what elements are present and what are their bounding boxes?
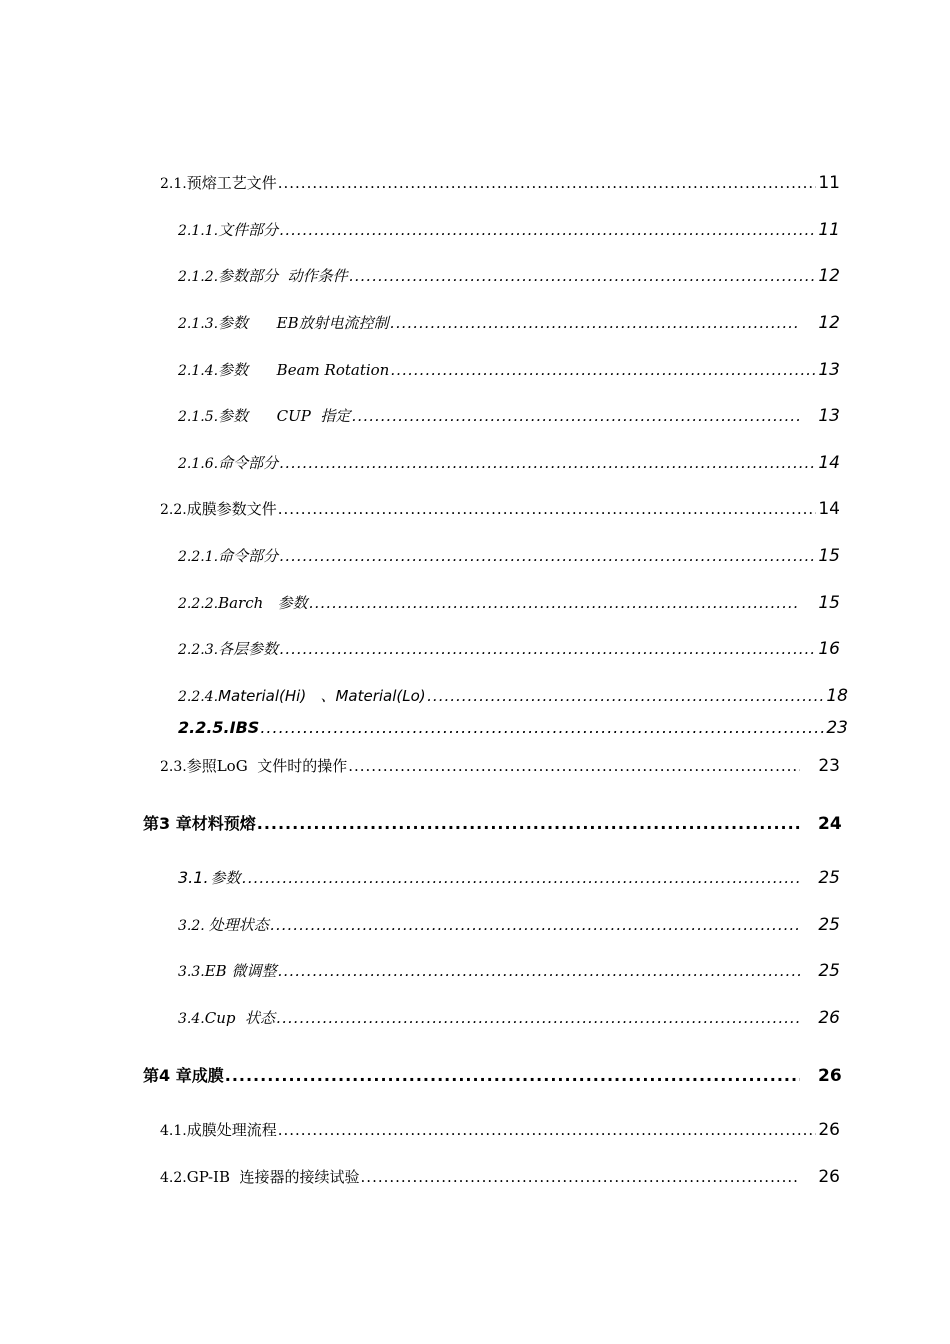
toc-entry-page: 26 [818,1167,840,1187]
toc-entry-title: 预熔工艺文件 [186,174,277,192]
dot-leader [349,267,816,285]
toc-entry-title: 各层参数 [218,640,279,658]
toc-entry-title: 参数 EB放射电流控制 [218,314,389,332]
toc-entry-page: 25 [818,915,840,935]
toc-entry[interactable] [178,312,840,333]
toc-entry-title: 成膜处理流程 [186,1121,277,1139]
toc-chapter-page: 24 [818,814,842,834]
toc-chapter-number: 第4 章 [143,1066,192,1085]
toc-entry[interactable] [178,219,840,240]
toc-entry-page: 15 [818,593,840,613]
toc-chapter[interactable] [143,811,840,834]
toc-entry-title: 处理状态 [208,916,269,934]
toc-entry-number: 3.2. [178,918,205,934]
toc-entry-title: Cup 状态 [204,1009,275,1027]
toc-entry-page: 23 [818,756,840,776]
toc-entry-title: 参数 CUP 指定 [218,407,351,425]
toc-entry-title: 成膜参数文件 [186,500,277,518]
toc-entry-title: 参数 Beam Rotation [218,361,390,379]
toc-entry-page: 25 [818,961,840,981]
dot-leader [270,916,800,934]
toc-entry-number: 4.2. [160,1170,187,1186]
toc-entry-number: 4.1. [160,1123,187,1139]
toc-entry-number: 2.2.4. [178,689,219,705]
dot-leader [260,718,826,737]
toc-entry-page: 12 [818,266,840,286]
toc-entry[interactable] [178,867,840,888]
toc-entry-number: 2.3. [160,759,187,775]
toc-entry-number: 2.1.6. [178,456,219,472]
toc-entry-number: 3.1. [178,868,209,887]
dot-leader [390,314,800,332]
toc-entry-title: Material(Hi) 、Material(Lo) [218,687,426,705]
toc-chapter-title: 材料预熔 [191,814,256,833]
dot-leader [279,640,816,658]
toc-entry-page: 16 [818,639,840,659]
toc-entry-number: 2.1.3. [178,316,219,332]
toc-entry[interactable] [178,960,840,981]
toc-entry-page: 26 [818,1008,840,1028]
toc-entry[interactable] [178,452,840,473]
dot-leader [309,594,800,612]
dot-leader [390,361,818,379]
dot-leader [351,407,800,425]
toc-entry-number: 3.4. [178,1011,205,1027]
toc-entry-title: Barch 参数 [218,594,308,612]
toc-entry[interactable] [178,914,840,935]
toc-entry[interactable] [160,172,840,193]
dot-leader [278,500,816,518]
toc-chapter-number: 第3 章 [143,814,192,833]
toc-entry-page: 12 [818,313,840,333]
toc-entry[interactable] [178,1007,840,1028]
toc-entry-page: 14 [818,453,840,473]
dot-leader [225,1066,800,1085]
toc-entry-number: 3.3. [178,964,205,980]
toc-entry-number: 2.2.2. [178,596,219,612]
toc-entry-page: 13 [818,360,840,380]
toc-entry-title: 参数部分 动作条件 [218,267,348,285]
dot-leader [279,221,816,239]
toc-entry[interactable] [178,592,840,613]
toc-entry-title: 命令部分 [218,454,279,472]
toc-entry[interactable] [178,359,840,380]
toc-entry-page: 23 [826,718,848,738]
toc-entry-page: 14 [818,499,840,519]
toc-entry-page: 15 [818,546,840,566]
toc-entry[interactable] [178,685,848,706]
dot-leader [361,1168,800,1186]
toc-entry-number: 2.1. [160,176,187,192]
dot-leader [277,962,800,980]
toc-entry[interactable] [160,755,840,776]
toc-entry[interactable] [178,718,848,738]
toc-entry[interactable] [178,638,840,659]
toc-entry-number: 2.1.5. [178,409,219,425]
toc-entry[interactable] [160,498,840,519]
toc-entry[interactable] [160,1166,840,1187]
dot-leader [278,174,816,192]
dot-leader [257,814,800,833]
toc-entry-page: 13 [818,406,840,426]
toc-entry-page: 11 [818,173,840,193]
toc-entry-title: IBS [229,718,260,737]
toc-entry-number: 2.1.4. [178,363,219,379]
toc-entry-number: 2.2.1. [178,549,219,565]
dot-leader [427,687,826,705]
toc-entry-page: 26 [818,1120,840,1140]
toc-entry-number: 2.2.3. [178,642,219,658]
dot-leader [348,757,800,775]
dot-leader [242,869,800,887]
toc-entry[interactable] [160,1119,840,1140]
toc-entry-page: 18 [826,686,848,706]
toc-entry-title: 文件部分 [218,221,279,239]
dot-leader [279,547,816,565]
toc-entry-page: 25 [818,868,840,888]
toc-entry[interactable] [178,545,840,566]
dot-leader [278,1121,816,1139]
toc-entry-page: 11 [818,220,840,240]
dot-leader [279,454,816,472]
toc-entry-number: 2.2.5. [178,718,230,737]
toc-entry[interactable] [178,265,840,286]
toc-entry-title: 参照LoG 文件时的操作 [186,757,348,775]
toc-entry-number: 2.1.1. [178,223,219,239]
toc-chapter[interactable] [143,1063,840,1086]
toc-chapter-title: 成膜 [191,1066,224,1085]
toc-entry-title: 命令部分 [218,547,279,565]
toc-entry-title: EB 微调整 [204,962,277,980]
dot-leader [276,1009,800,1027]
toc-entry[interactable] [178,405,840,426]
toc-entry-title: GP-IB 连接器的接续试验 [186,1168,360,1186]
toc-entry-title: 参数 [210,869,241,887]
toc-chapter-page: 26 [818,1066,842,1086]
toc-entry-number: 2.1.2. [178,269,219,285]
toc-entry-number: 2.2. [160,502,187,518]
